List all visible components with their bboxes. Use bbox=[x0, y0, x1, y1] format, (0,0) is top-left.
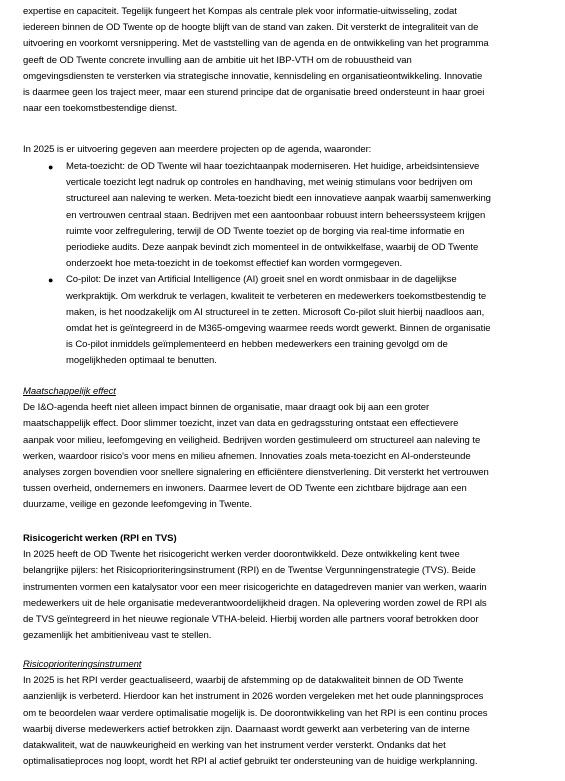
text-line: verticale toezicht legt nadruk op controles en handhaving, met weinig stimulans voor bedrijven om bbox=[66, 177, 473, 189]
text-line: en vertrouwen centraal staan. Bedrijven met een aantoonbaar robuust intern beheerssysteem krijgen bbox=[66, 209, 486, 221]
text-line: medewerkers uit de hele organisatie medeverantwoordelijkheid dragen. Na oplevering worden zowel de RPI als bbox=[23, 597, 487, 609]
text-line: om te beoordelen waar verdere optimalisatie mogelijk is. De doorontwikkeling van het RPI is een continu proces bbox=[23, 707, 488, 719]
section-heading: Maatschappelijk effect bbox=[23, 386, 116, 397]
text-line: optimalisatieproces nog loopt, wordt het RPI al actief gebruikt ter ondersteuning van de huidige werkplanning. bbox=[23, 756, 478, 768]
text-line: is daarmee geen los traject meer, maar een sturend principe dat de organisatie breed ondersteunt in haar groei bbox=[23, 87, 485, 99]
text-line: Co-pilot: De inzet van Artificial Intelligence (AI) groeit snel en wordt onmisbaar in de dagelijkse bbox=[66, 274, 457, 286]
text-line: In 2025 heeft de OD Twente het risicogericht werken verder doorontwikkeld. Deze ontwikkeling kent twee bbox=[23, 549, 460, 561]
maatschappelijk-effect-section bbox=[23, 384, 559, 514]
text-line: waarbij diverse medewerkers actief betrokken zijn. Daarnaast wordt gewerkt aan verbetering van de interne bbox=[23, 723, 470, 735]
text-line: omdat het is geïntegreerd in de M365-omgeving waarmee reeds wordt gewerkt. Binnen de organisatie bbox=[66, 323, 491, 335]
agenda-intro-paragraph bbox=[23, 142, 559, 158]
project-bullet-list bbox=[23, 159, 559, 370]
text-line: onderzoekt hoe meta-toezicht in de toekomst effectief kan worden vormgegeven. bbox=[66, 258, 403, 270]
bullet-item-meta-toezicht bbox=[23, 159, 559, 272]
text-line: aanzienlijk is verbeterd. Hierdoor kan het instrument in 2026 worden vergeleken met het oude planningsproces bbox=[23, 691, 484, 703]
section-heading: Risicogericht werken (RPI en TVS) bbox=[23, 533, 177, 544]
text-line: periodieke audits. Deze aanpak bevindt zich momenteel in de ontwikkelfase, waarbij de OD Twente bbox=[66, 242, 479, 254]
text-line: iedereen binnen de OD Twente op de hoogte blijft van de stand van zaken. Dit versterkt de integraliteit van de bbox=[23, 22, 479, 34]
text-line: instrumenten vormen een katalysator voor een meer risicogerichte en datagedreven manier van werken, waarin bbox=[23, 581, 487, 593]
text-line: datakwaliteit, wat de nauwkeurigheid en werking van het instrument verder versterkt. Ondanks dat het bbox=[23, 740, 446, 752]
text-line: tussen overheid, ondernemers en inwoners. Daarmee levert de OD Twente een zichtbare bijdrage aan een bbox=[23, 483, 467, 495]
intro-paragraph bbox=[23, 4, 559, 117]
text-line: is Co-pilot inmiddels geïmplementeerd en hebben medewerkers een training gevolgd om de bbox=[66, 339, 448, 351]
text-line: naar een toekomstbestendige dienst. bbox=[23, 103, 178, 115]
text-line: Meta-toezicht: de OD Twente wil haar toezichtaanpak moderniseren. Het huidige, arbeidsintensieve bbox=[66, 161, 480, 172]
text-line: werken, waardoor risico's voor mens en milieu afnemen. Innovaties zoals meta-toezicht en AI-ondersteunde bbox=[23, 450, 471, 462]
text-line: werkpraktijk. Om werkdruk te verlagen, kwaliteit te verbeteren en medewerkers toekomstbestendig te bbox=[66, 290, 487, 302]
text-line: geeft de OD Twente concrete invulling aan de ambitie uit het IBP-VTH om de robuustheid van bbox=[23, 54, 412, 66]
text-line: In 2025 is het RPI verder geactualiseerd, waarbij de afstemming op de datakwaliteit binnen de OD Twente bbox=[23, 675, 464, 687]
text-line: expertise en capaciteit. Tegelijk fungeert het Kompas als centrale plek voor informatie-uitwisseling, zodat bbox=[23, 6, 457, 17]
text-line: de TVS geïntegreerd in het nieuwe regionale VTHA-beleid. Hierbij worden alle partners vooraf betrokken door bbox=[23, 614, 479, 626]
text-line: ruimte voor zelfregulering, terwijl de OD Twente toeziet op de borging via real-time informatie en bbox=[66, 225, 465, 237]
bullet-item-co-pilot bbox=[23, 272, 559, 369]
bullet-icon: ● bbox=[48, 162, 54, 172]
text-line: gezamenlijk het ambitieniveau vast te stellen. bbox=[23, 630, 212, 642]
text-line: aanpak voor milieu, leefomgeving en veiligheid. Bedrijven worden gestimuleerd om structureel aan naleving te bbox=[23, 434, 481, 446]
bullet-icon: ● bbox=[48, 275, 54, 286]
text-line: belangrijke pijlers: het Risicoprioriteringsinstrument (RPI) en de Twentse Vergunningenstrategie (TVS). Beide bbox=[23, 565, 476, 577]
text-line: duurzame, veilige en gezonde leefomgeving in Twente. bbox=[23, 499, 253, 511]
text-line: maatschappelijk effect. Door slimmer toezicht, inzet van data en gedragssturing ontstaat een effectievere bbox=[23, 418, 459, 430]
text-line: omgevingsdiensten te versterken via strategische innovatie, kennisdeling en organisatieontwikkeling. Innovatie bbox=[23, 70, 483, 82]
text-line: maken, is het noodzakelijk om AI structureel in te zetten. Microsoft Co-pilot sluit hierbij naadloos aan, bbox=[66, 306, 485, 318]
text-line: mogelijkheden optimaal te benutten. bbox=[66, 355, 217, 367]
text-line: analyses zorgen bovendien voor snellere signalering en efficiëntere dienstverlening. Dit versterkt het vertrouwen bbox=[23, 467, 489, 479]
risicogericht-werken-section bbox=[23, 531, 559, 644]
risicoprioriteringsinstrument-section bbox=[23, 657, 559, 770]
section-heading: Risicoprioriteringsinstrument bbox=[23, 659, 142, 670]
text-line: In 2025 is er uitvoering gegeven aan meerdere projecten op de agenda, waaronder: bbox=[23, 144, 372, 155]
text-line: structureel aan naleving te werken. Meta-toezicht biedt een innovatieve aanpak waarbij samenwerking bbox=[66, 193, 491, 205]
text-line: uitvoering en voorkomt versnippering. Met de vaststelling van de agenda en de ontwikkeling van het programma bbox=[23, 38, 489, 50]
text-line: De I&O-agenda heeft niet alleen impact binnen de organisatie, maar draagt ook bij aan een groter bbox=[23, 402, 430, 414]
